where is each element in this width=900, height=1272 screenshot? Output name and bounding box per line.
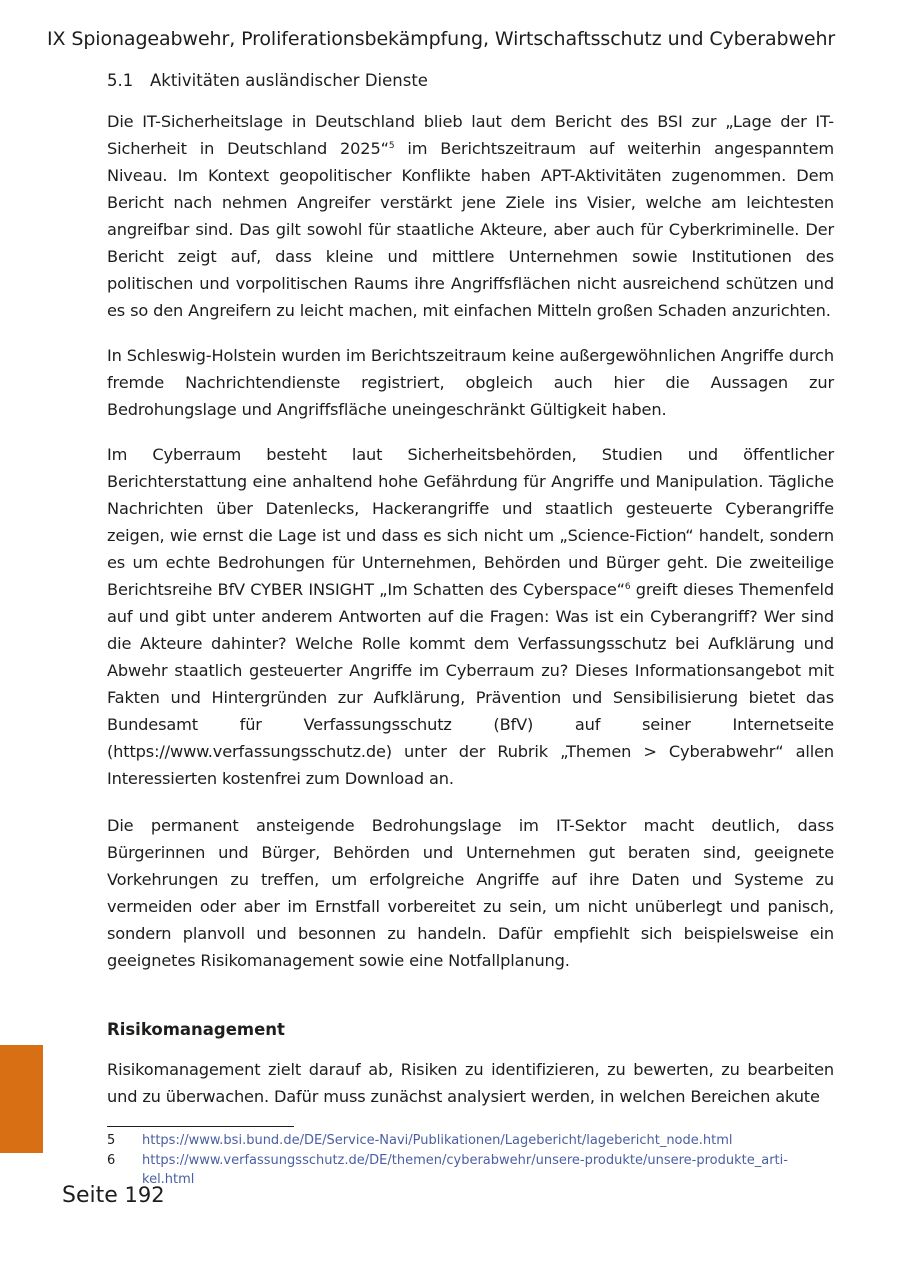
footnote-ref-6[interactable]: 6 [624,582,631,592]
footnote-divider [107,1126,294,1127]
paragraph-3 [107,441,834,792]
paragraph-3-text-b: greift dieses Themenfeld auf und gibt unter anderem Antworten auf die Fragen: Was ist ein Cyberangriff? Wer sind die Akteure dahinter? Welche Rolle kommt dem Verfassungsschutz bei Aufklärung und Abwehr staatlich gesteuerter Angriffe im Cyberraum zu? Dieses Informationsangebot mit Fakten und Hintergründen zur Aufklärung, Prävention und Sensibilisierung bietet das Bundesamt für Verfassungsschutz (BfV) auf seiner Internetseite (https://www.verfassungsschutz.de) unter der Rubrik „Themen > Cyberabwehr“ allen Interessierten kostenfrei zum Download an. [107,580,835,788]
paragraph-4: Die permanent ansteigende Bedrohungslage im IT-Sektor macht deutlich, dass Bürgerinnen und Bürger, Behörden und Unternehmen gut beraten sind, geeignete Vorkehrungen zu treffen, um erfolgreiche Angriffe auf ihre Daten und Systeme zu vermeiden oder aber im Ernstfall vorbereitet zu sein, um nicht unüberlegt und panisch, sondern planvoll und besonnen zu handeln. Dafür empfiehlt sich beispielsweise ein geeignetes Risikomanagement sowie eine Notfallplanung. [107,816,834,970]
paragraph-2: In Schleswig-Holstein wurden im Berichtszeitraum keine außergewöhnlichen Angriffe durch fremde Nachrichtendienste registriert, obgleich auch hier die Aussagen zur Bedrohungslage und Angriffsfläche uneingeschränkt Gültigkeit haben. [107,346,834,419]
chapter-color-tab [0,1045,43,1153]
paragraph-1-text-b: im Berichtszeitraum auf weiterhin angespanntem Niveau. Im Kontext geopolitischer Konflikte haben APT-Aktivitäten zugenommen. Dem Bericht nach nehmen Angreifer verstärkt jene Ziele ins Visier, welche am leichtesten angreifbar sind. Das gilt sowohl für staatliche Akteure, aber auch für Cyberkriminelle. Der Bericht zeigt auf, dass kleine und mittlere Unternehmen sowie Institutionen des politischen und vorpolitischen Raums ihre Angriffsflächen nicht ausreichend schützen und es so den Angreifern zu leicht machen, mit einfachen Mitteln großen Schaden anzurichten. [107,139,835,320]
paragraph-1-text-a: Die IT-Sicherheitslage in Deutschland blieb laut dem Bericht des BSI zur „Lage der IT-Sicherheit in Deutschland 2025“ [107,112,834,158]
footnote-number: 5 [107,1133,116,1148]
footnote-ref-5[interactable]: 5 [388,141,395,151]
footnote-link-continued[interactable]: kel.html [142,1172,195,1187]
paragraph-3-text-a: Im Cyberraum besteht laut Sicherheitsbehörden, Studien und öffentlicher Berichterstattung eine anhaltend hohe Gefährdung für Angriffe und Manipulation. Tägliche Nachrichten über Datenlecks, Hackerangriffe und staatlich gesteuerte Cyberangriffe zeigen, wie ernst die Lage ist und dass es sich nicht um „Science-Fiction“ handelt, sondern es um echte Bedrohungen für Unternehmen, Behörden und Bürger geht. Die zweiteilige Berichtsreihe BfV CYBER INSIGHT „Im Schatten des Cyberspace“ [107,445,834,599]
paragraph-5: Risikomanagement zielt darauf ab, Risiken zu identifizieren, zu bewerten, zu bearbeiten und zu überwachen. Dafür muss zunächst analysiert werden, in welchen Bereichen akute [107,1060,834,1106]
page-number [62,1180,165,1211]
chapter-header: IX Spionageabwehr, Proliferationsbekämpfung, Wirtschaftsschutz und Cyberabwehr [47,28,836,50]
footnote-link[interactable]: https://www.verfassungsschutz.de/DE/themen/cyberabwehr/unsere-produkte/unsere-produkte_arti- [142,1153,788,1168]
footnote-link[interactable]: https://www.bsi.bund.de/DE/Service-Navi/Publikationen/Lagebericht/lagebericht_node.html [142,1133,733,1148]
subheading-risikomanagement: Risikomanagement [107,1020,285,1039]
section-number: 5.1 [107,71,134,90]
footnote-6 [107,1151,827,1189]
section-title: Aktivitäten ausländischer Dienste [150,71,428,90]
section-heading [107,68,428,94]
page-number-value: 192 [124,1183,165,1207]
footnote-5 [107,1131,827,1150]
page-label: Seite [62,1183,118,1208]
footnote-number: 6 [107,1153,116,1168]
paragraph-1 [107,108,834,324]
